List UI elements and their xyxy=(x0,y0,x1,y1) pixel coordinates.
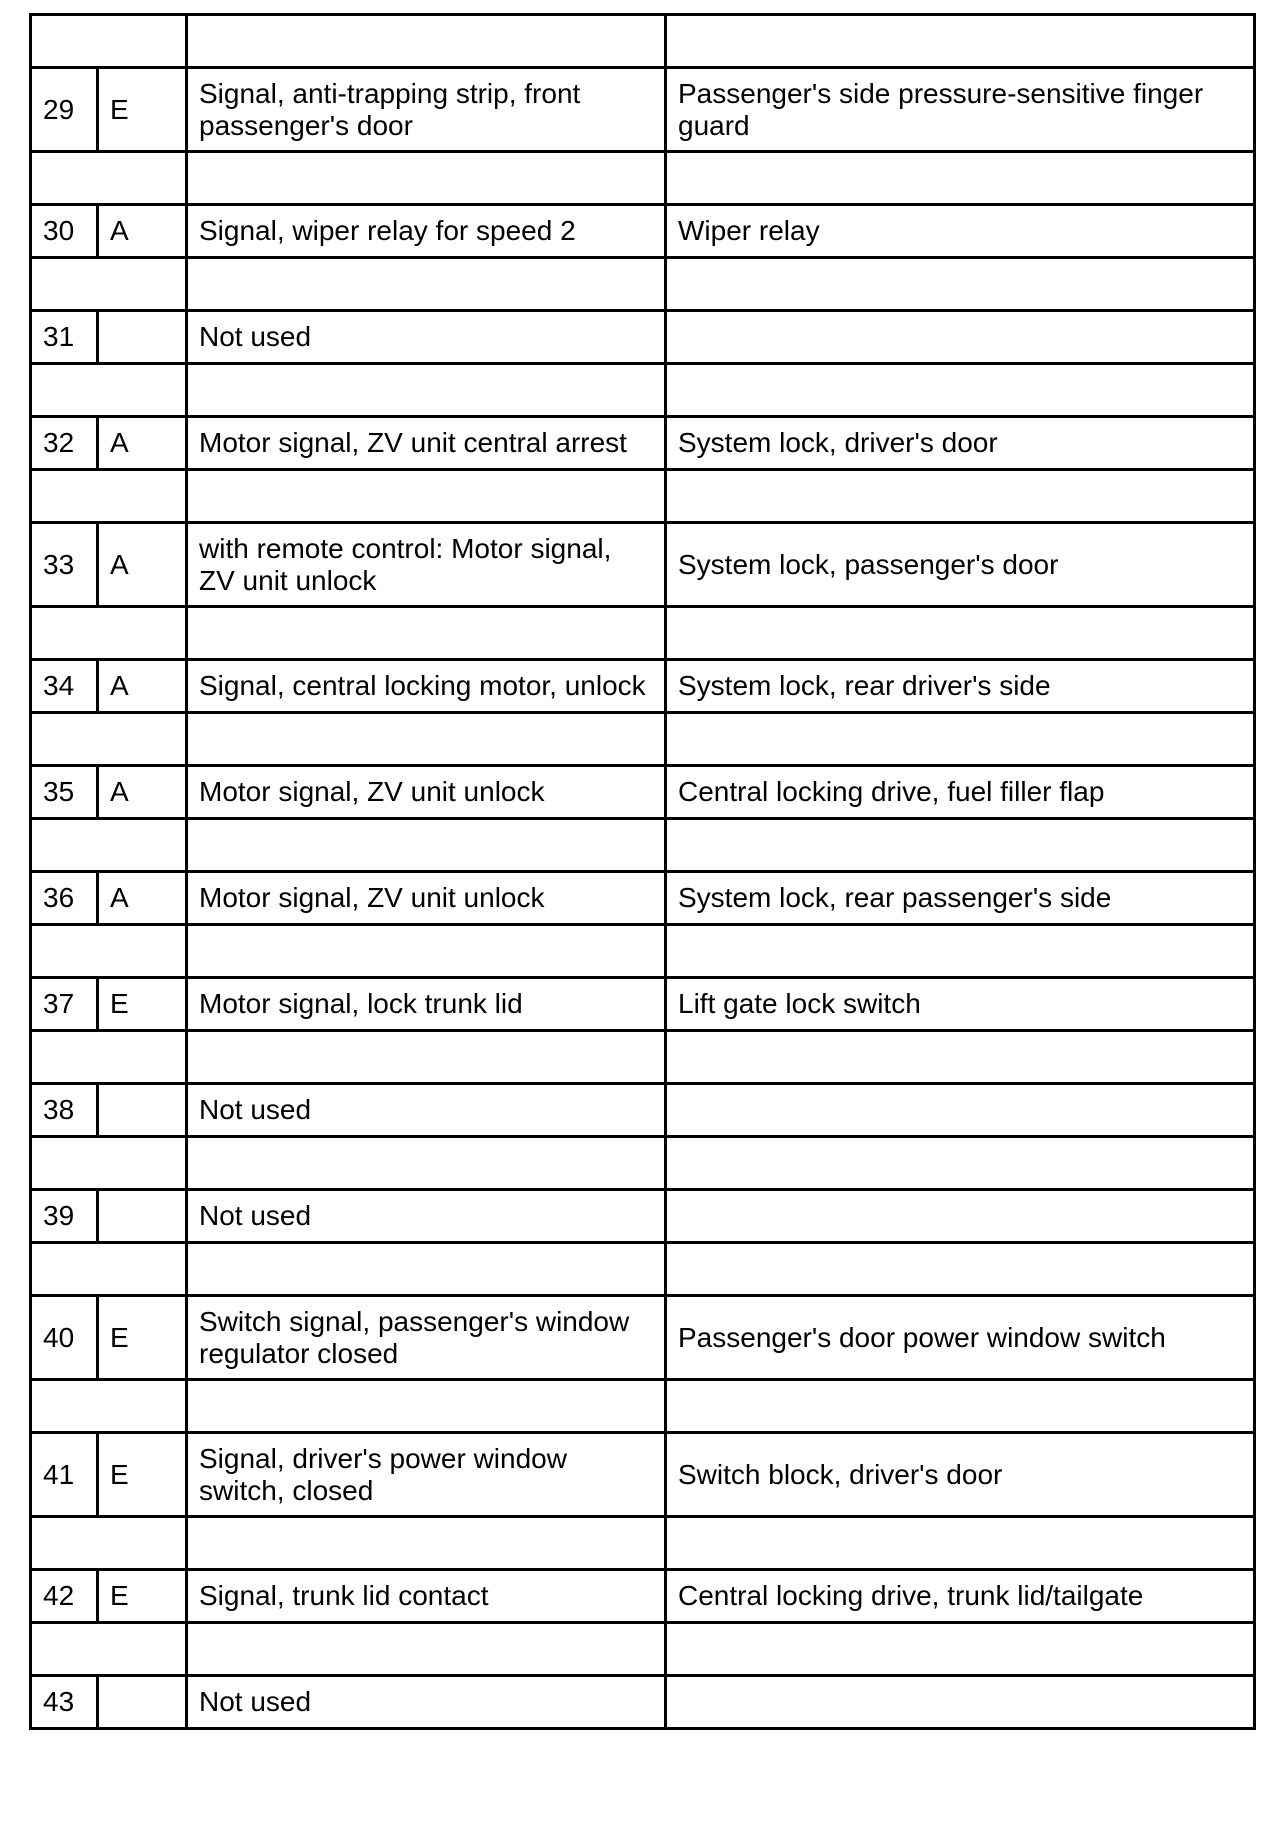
spacer-cell xyxy=(666,819,1255,872)
signal-type: E xyxy=(98,978,187,1031)
spacer-cell xyxy=(666,15,1255,68)
signal-type xyxy=(98,1190,187,1243)
spacer-cell xyxy=(187,819,666,872)
signal-description: Switch signal, passenger's window regulator closed xyxy=(187,1296,666,1380)
spacer-cell xyxy=(666,258,1255,311)
signal-description: Not used xyxy=(187,1084,666,1137)
spacer-row xyxy=(31,258,1255,311)
signal-description: Motor signal, ZV unit unlock xyxy=(187,872,666,925)
pin-number: 35 xyxy=(31,766,98,819)
signal-description: Not used xyxy=(187,311,666,364)
table-row xyxy=(31,1676,1255,1729)
component-name xyxy=(666,1676,1255,1729)
spacer-cell xyxy=(31,470,187,523)
component-name xyxy=(666,311,1255,364)
spacer-cell xyxy=(666,1517,1255,1570)
signal-description: Signal, driver's power window switch, closed xyxy=(187,1433,666,1517)
component-name: Switch block, driver's door xyxy=(666,1433,1255,1517)
spacer-row xyxy=(31,1243,1255,1296)
component-name: System lock, driver's door xyxy=(666,417,1255,470)
table-row xyxy=(31,1570,1255,1623)
table-row xyxy=(31,766,1255,819)
table-row xyxy=(31,978,1255,1031)
signal-type xyxy=(98,1084,187,1137)
component-name xyxy=(666,1084,1255,1137)
spacer-cell xyxy=(187,713,666,766)
pin-number: 43 xyxy=(31,1676,98,1729)
spacer-cell xyxy=(31,364,187,417)
spacer-cell xyxy=(31,258,187,311)
pin-number: 33 xyxy=(31,523,98,607)
spacer-cell xyxy=(31,713,187,766)
signal-description: Signal, trunk lid contact xyxy=(187,1570,666,1623)
spacer-cell xyxy=(187,607,666,660)
signal-type: A xyxy=(98,766,187,819)
pin-number: 39 xyxy=(31,1190,98,1243)
spacer-row xyxy=(31,713,1255,766)
signal-type xyxy=(98,311,187,364)
table-row xyxy=(31,523,1255,607)
signal-description: Motor signal, ZV unit unlock xyxy=(187,766,666,819)
spacer-cell xyxy=(31,925,187,978)
component-name: System lock, rear passenger's side xyxy=(666,872,1255,925)
table-row xyxy=(31,660,1255,713)
spacer-cell xyxy=(666,1031,1255,1084)
pin-number: 38 xyxy=(31,1084,98,1137)
signal-description: Not used xyxy=(187,1676,666,1729)
table-row xyxy=(31,68,1255,152)
spacer-cell xyxy=(31,607,187,660)
spacer-row xyxy=(31,364,1255,417)
signal-type: A xyxy=(98,660,187,713)
spacer-cell xyxy=(666,1137,1255,1190)
signal-description: Not used xyxy=(187,1190,666,1243)
spacer-cell xyxy=(187,1380,666,1433)
component-name: Passenger's door power window switch xyxy=(666,1296,1255,1380)
table-body xyxy=(31,15,1255,1729)
pin-assignment-table xyxy=(29,13,1256,1730)
component-name xyxy=(666,1190,1255,1243)
signal-description: Signal, wiper relay for speed 2 xyxy=(187,205,666,258)
spacer-cell xyxy=(187,15,666,68)
spacer-cell xyxy=(31,1517,187,1570)
spacer-cell xyxy=(31,819,187,872)
pin-number: 42 xyxy=(31,1570,98,1623)
signal-description: Signal, anti-trapping strip, front passenger's door xyxy=(187,68,666,152)
spacer-cell xyxy=(666,470,1255,523)
spacer-cell xyxy=(666,152,1255,205)
spacer-cell xyxy=(31,1380,187,1433)
spacer-cell xyxy=(187,1243,666,1296)
signal-type: A xyxy=(98,205,187,258)
signal-description: with remote control: Motor signal, ZV unit unlock xyxy=(187,523,666,607)
component-name: Passenger's side pressure-sensitive finger guard xyxy=(666,68,1255,152)
table-row xyxy=(31,872,1255,925)
table-row xyxy=(31,1084,1255,1137)
component-name: System lock, passenger's door xyxy=(666,523,1255,607)
spacer-cell xyxy=(31,1031,187,1084)
table-row xyxy=(31,1296,1255,1380)
signal-type: E xyxy=(98,1570,187,1623)
signal-type: A xyxy=(98,417,187,470)
spacer-cell xyxy=(187,925,666,978)
pin-number: 36 xyxy=(31,872,98,925)
spacer-cell xyxy=(666,1380,1255,1433)
spacer-cell xyxy=(666,364,1255,417)
spacer-row xyxy=(31,607,1255,660)
spacer-row xyxy=(31,1380,1255,1433)
spacer-cell xyxy=(187,258,666,311)
pin-number: 34 xyxy=(31,660,98,713)
spacer-row xyxy=(31,152,1255,205)
signal-type xyxy=(98,1676,187,1729)
spacer-row xyxy=(31,470,1255,523)
table-row xyxy=(31,417,1255,470)
spacer-row xyxy=(31,1137,1255,1190)
spacer-row xyxy=(31,15,1255,68)
signal-type: A xyxy=(98,872,187,925)
spacer-row xyxy=(31,1623,1255,1676)
spacer-cell xyxy=(666,925,1255,978)
spacer-cell xyxy=(187,470,666,523)
table-row xyxy=(31,311,1255,364)
spacer-cell xyxy=(31,1623,187,1676)
spacer-cell xyxy=(31,15,187,68)
pin-number: 40 xyxy=(31,1296,98,1380)
signal-description: Motor signal, lock trunk lid xyxy=(187,978,666,1031)
pin-number: 37 xyxy=(31,978,98,1031)
spacer-cell xyxy=(187,1517,666,1570)
component-name: Central locking drive, fuel filler flap xyxy=(666,766,1255,819)
spacer-cell xyxy=(187,152,666,205)
signal-description: Motor signal, ZV unit central arrest xyxy=(187,417,666,470)
pin-number: 29 xyxy=(31,68,98,152)
component-name: System lock, rear driver's side xyxy=(666,660,1255,713)
spacer-cell xyxy=(187,1623,666,1676)
spacer-cell xyxy=(666,607,1255,660)
table-row xyxy=(31,205,1255,258)
spacer-row xyxy=(31,1517,1255,1570)
spacer-row xyxy=(31,1031,1255,1084)
signal-description: Signal, central locking motor, unlock xyxy=(187,660,666,713)
pin-number: 30 xyxy=(31,205,98,258)
spacer-cell xyxy=(187,1137,666,1190)
spacer-cell xyxy=(31,152,187,205)
pin-number: 32 xyxy=(31,417,98,470)
spacer-row xyxy=(31,925,1255,978)
spacer-cell xyxy=(666,1243,1255,1296)
spacer-cell xyxy=(187,364,666,417)
component-name: Central locking drive, trunk lid/tailgate xyxy=(666,1570,1255,1623)
spacer-cell xyxy=(31,1243,187,1296)
pin-number: 41 xyxy=(31,1433,98,1517)
spacer-cell xyxy=(31,1137,187,1190)
table-row xyxy=(31,1433,1255,1517)
component-name: Wiper relay xyxy=(666,205,1255,258)
spacer-cell xyxy=(187,1031,666,1084)
spacer-row xyxy=(31,819,1255,872)
signal-type: E xyxy=(98,1296,187,1380)
component-name: Lift gate lock switch xyxy=(666,978,1255,1031)
spacer-cell xyxy=(666,1623,1255,1676)
signal-type: E xyxy=(98,68,187,152)
spacer-cell xyxy=(666,713,1255,766)
signal-type: A xyxy=(98,523,187,607)
pin-number: 31 xyxy=(31,311,98,364)
table-row xyxy=(31,1190,1255,1243)
signal-type: E xyxy=(98,1433,187,1517)
